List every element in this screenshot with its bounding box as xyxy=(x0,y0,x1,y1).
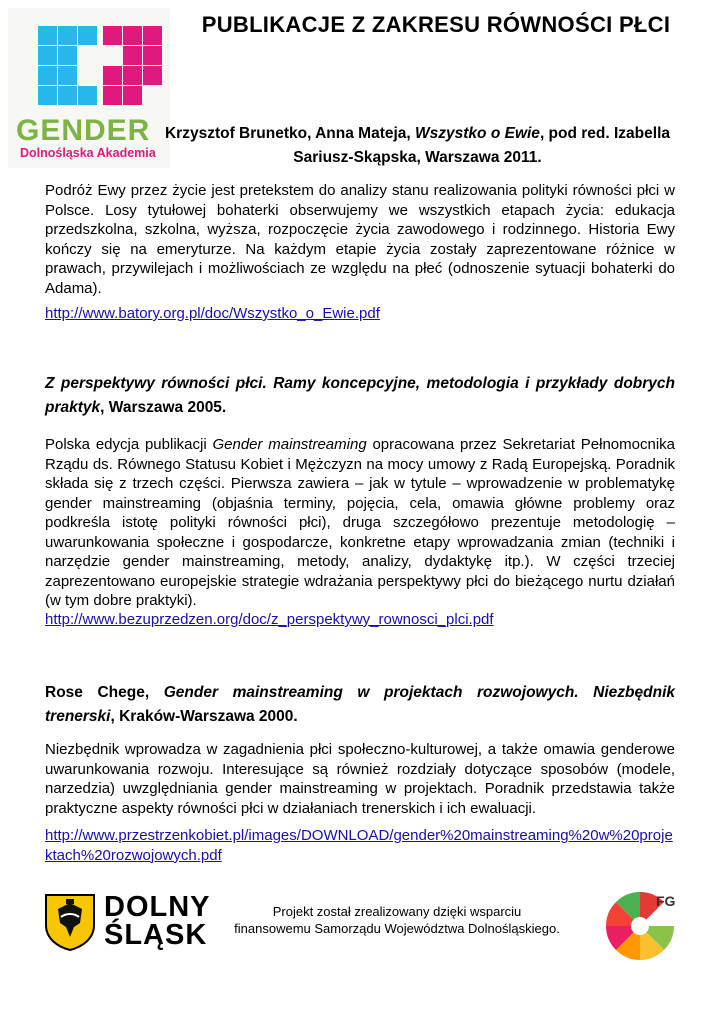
logo-square xyxy=(123,86,142,105)
footer-note-line-1: Projekt został zrealizowany dzięki wsparciu xyxy=(272,904,522,919)
logo-square xyxy=(78,26,97,45)
publication-2-link[interactable]: http://www.bezuprzedzen.org/doc/z_perspektywy_rownosci_plci.pdf xyxy=(45,611,494,628)
logo-square xyxy=(58,26,77,45)
logo-subtitle: Dolnośląska Akademia xyxy=(20,146,156,160)
publication-1-authors: Krzysztof Brunetko, Anna Mateja, xyxy=(164,125,416,142)
footer-note xyxy=(222,903,572,937)
logo-square xyxy=(38,86,57,105)
publication-3-link[interactable]: http://www.przestrzenkobiet.pl/images/DOWNLOAD/gender%20mainstreaming%20w%20projektach%20rozwojowych.pdf xyxy=(45,827,673,864)
logo-square xyxy=(143,66,162,85)
publication-1-link[interactable]: http://www.batory.org.pl/doc/Wszystko_o_Ewie.pdf xyxy=(45,305,380,322)
logo-square xyxy=(123,46,142,65)
publication-1-heading xyxy=(140,122,695,170)
logo-square xyxy=(58,66,77,85)
fg-label: FG xyxy=(656,893,676,909)
coat-of-arms-icon xyxy=(44,893,96,951)
logo-square xyxy=(78,86,97,105)
publication-1-title: Wszystko o Ewie xyxy=(415,125,540,142)
publication-2-details: , Warszawa 2005. xyxy=(100,399,227,416)
dolny-slask-line-1: DOLNY xyxy=(104,891,211,923)
logo-square xyxy=(103,26,122,45)
dolny-slask-line-2: ŚLĄSK xyxy=(104,919,208,951)
logo-square xyxy=(123,66,142,85)
page-title: PUBLIKACJE Z ZAKRESU RÓWNOŚCI PŁCI xyxy=(201,12,671,37)
publication-2-description xyxy=(45,435,675,611)
publication-3-title: Gender mainstreaming w projektach rozwojowych. Niezbędnik trenerski xyxy=(45,684,675,725)
publication-3-details: , Kraków-Warszawa 2000. xyxy=(110,708,298,725)
logo-square xyxy=(103,86,122,105)
publication-2-heading xyxy=(45,372,675,420)
publication-2-title: Z perspektywy równości płci. Ramy koncepcyjne, metodologia i przykłady dobrych praktyk xyxy=(45,375,675,416)
logo-square xyxy=(103,66,122,85)
logo-square xyxy=(123,26,142,45)
logo-square xyxy=(38,26,57,45)
dolny-slask-logo xyxy=(44,893,219,951)
logo-square xyxy=(58,86,77,105)
publication-1-description: Podróż Ewy przez życie jest pretekstem do analizy stanu realizowania polityki równości płci w Polsce. Losy tytułowej bohaterki obserwujemy we wszystkich etapach życia: edukacja przedszkolna, szkolna, wyższa, rozpoczęcie życia zawodowego i rodzinnego. Historia Ewy kończy się na emeryturze. Na każdym etapie życia zostały zaprezentowane różnice w prawach, przywilejach i możliwościach ze względu na płeć (odnoszenie sytuacji bohaterki do Adama). xyxy=(45,182,675,297)
publication-3-authors: Rose Chege, xyxy=(45,684,164,701)
publication-3-heading xyxy=(45,681,675,729)
publication-1-details: , pod red. Izabella Sariusz-Skąpska, Warszawa 2011. xyxy=(293,125,670,166)
publication-2-desc-italic: Gender mainstreaming xyxy=(212,436,367,453)
logo-square xyxy=(38,66,57,85)
publication-3-description: Niezbędnik wprowadza w zagadnienia płci społeczno-kulturowej, a także omawia genderowe uwarunkowania rozwoju. Interesujące są również rozdziały dotyczące sposobów (modele, narzedzia) uwzględniania gender mainstreaming w projektach. Poradnik przedstawia także praktyczne aspekty równości płci w działaniach trenerskich i ich ewaluacji. xyxy=(45,741,675,817)
logo-word: GENDER xyxy=(16,114,151,147)
logo-square xyxy=(58,46,77,65)
fg-flower-icon xyxy=(600,884,680,964)
logo-square xyxy=(143,26,162,45)
publication-2-desc-part: Polska edycja publikacji xyxy=(45,436,213,453)
footer-note-line-2: finansowemu Samorządu Województwa Dolnośląskiego. xyxy=(234,921,560,936)
logo-square xyxy=(143,46,162,65)
publication-2-desc-part: opracowana przez Sekretariat Pełnomocnika Rządu ds. Równego Statusu Kobiet i Mężczyzn na mocy umowy z Radą Europejską. Poradnik składa się z trzech części. Pierwsza zawiera – jak w tytule – wprowadzenie w problematykę gender mainstreaming (objaśnia terminy, pojęcia, cela, omawia główne problemy oraz podkreśla istotę polityki równości płci), druga szczegółowo prezentuje metodologię – uwarunkowania społeczne i gospodarcze, konkretne etapy wprowadzania zmian (techniki i narzędzie gender mainstreaming, metody, analizy, dydaktykę itp.). W części trzeciej zaprezentowano europejskie strategie wdrażania perspektywy płci do bieżącego nurtu działań (w tym dobre praktyki). xyxy=(45,436,675,609)
fg-logo xyxy=(600,884,680,964)
logo-square xyxy=(38,46,57,65)
